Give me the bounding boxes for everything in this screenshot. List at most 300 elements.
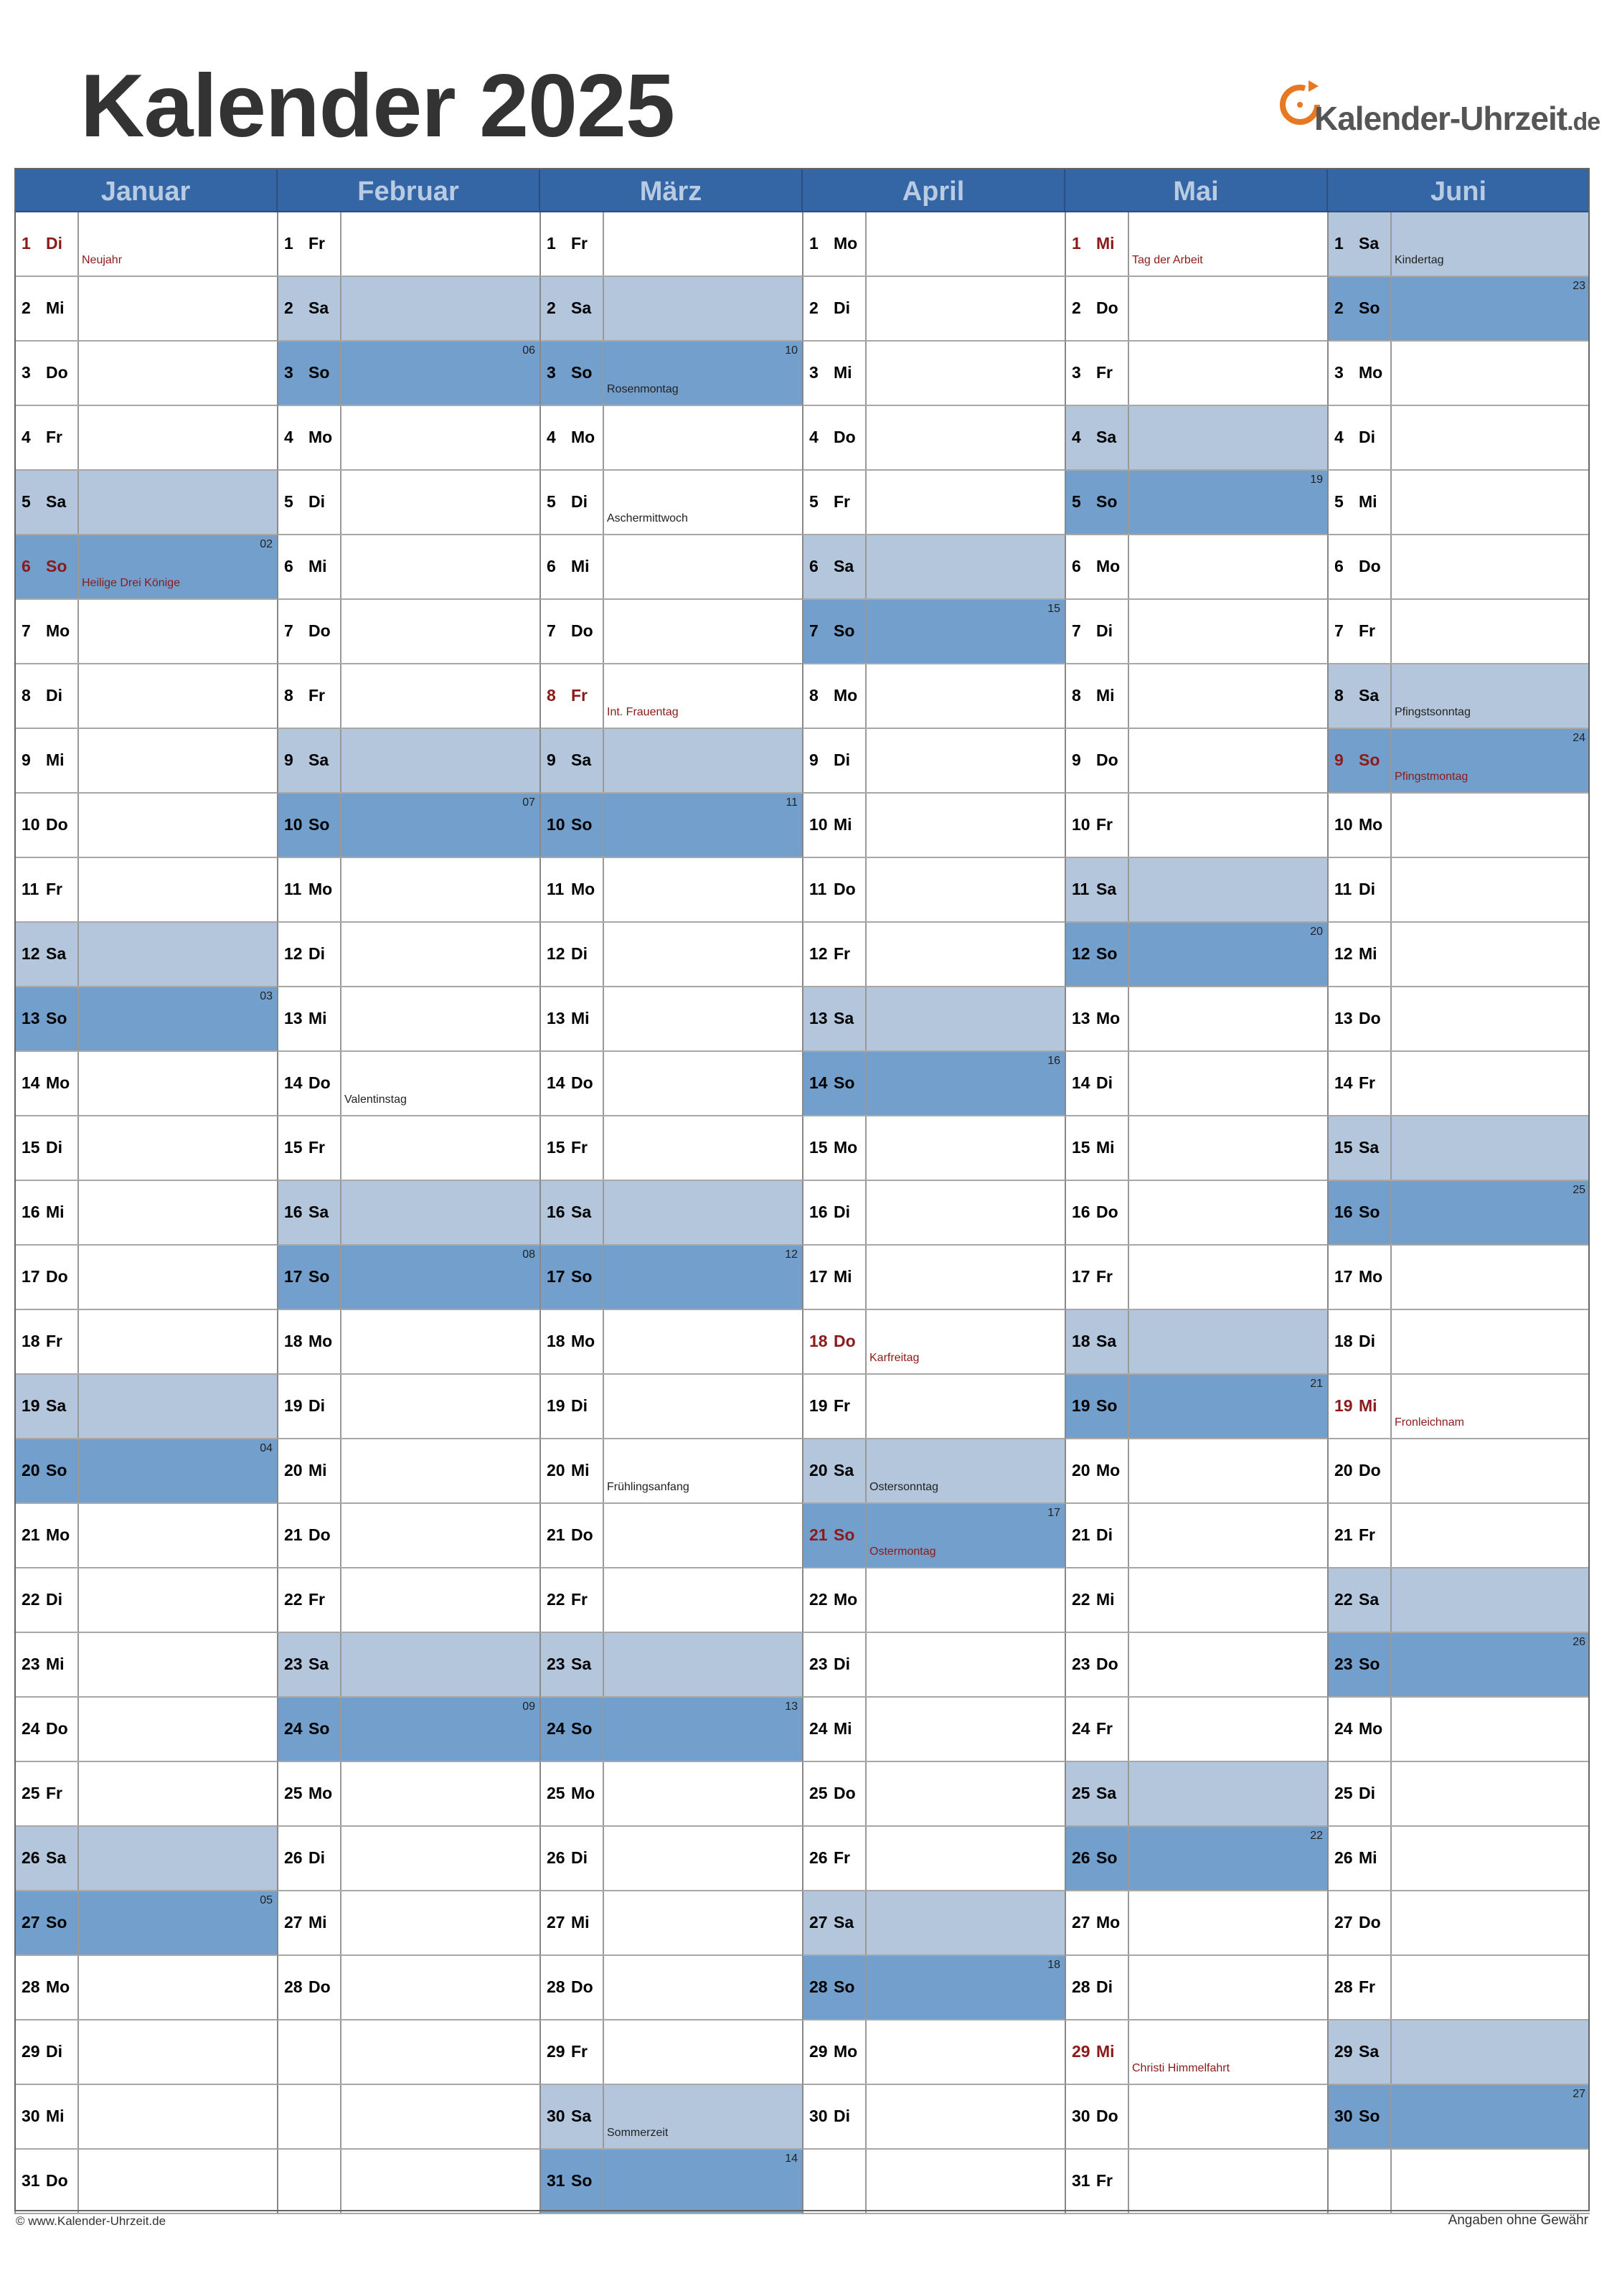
weekday-label: Mi bbox=[1359, 1848, 1377, 1867]
day-cell bbox=[277, 1181, 539, 1246]
day-number: 12 bbox=[284, 944, 303, 963]
day-number: 12 bbox=[809, 944, 828, 963]
day-cell bbox=[1065, 1827, 1327, 1891]
day-number: 22 bbox=[809, 1590, 828, 1609]
day-number: 7 bbox=[1334, 621, 1344, 640]
day-cell bbox=[539, 535, 802, 600]
day-cell bbox=[14, 535, 277, 600]
day-cell bbox=[14, 923, 277, 987]
page-title: Kalender 2025 bbox=[80, 57, 674, 156]
day-note: Neujahr bbox=[82, 254, 123, 266]
day-cell bbox=[277, 535, 539, 600]
weekday-label: Do bbox=[834, 880, 856, 898]
weekday-label: So bbox=[308, 363, 330, 382]
week-number: 17 bbox=[1047, 1507, 1060, 1519]
day-cell bbox=[14, 794, 277, 858]
weekday-label: Do bbox=[571, 1525, 593, 1544]
day-cell bbox=[1327, 1698, 1590, 1762]
day-number: 7 bbox=[22, 621, 31, 640]
weekday-label: Mo bbox=[1096, 557, 1121, 575]
day-number: 24 bbox=[809, 1719, 828, 1738]
day-cell bbox=[1065, 1956, 1327, 2020]
weekday-label: Do bbox=[1359, 1461, 1381, 1479]
weekday-label: So bbox=[834, 1073, 855, 1092]
day-number: 25 bbox=[22, 1784, 40, 1802]
day-number: 31 bbox=[1072, 2171, 1090, 2190]
day-number: 19 bbox=[1072, 1396, 1090, 1415]
day-number: 17 bbox=[284, 1267, 303, 1286]
weekday-label: Sa bbox=[834, 1461, 854, 1479]
week-number: 07 bbox=[522, 796, 535, 809]
weekday-label: So bbox=[308, 1267, 330, 1286]
day-cell bbox=[277, 1052, 539, 1116]
day-cell bbox=[539, 664, 802, 729]
day-cell bbox=[1327, 1116, 1590, 1181]
day-cell bbox=[1327, 1762, 1590, 1827]
day-cell bbox=[14, 1052, 277, 1116]
day-cell bbox=[14, 1762, 277, 1827]
weekday-label: So bbox=[1359, 2107, 1380, 2125]
month-column-5 bbox=[1327, 168, 1590, 2211]
day-number: 22 bbox=[547, 1590, 565, 1609]
day-number: 20 bbox=[547, 1461, 565, 1479]
day-number: 31 bbox=[22, 2171, 40, 2190]
day-number: 10 bbox=[22, 815, 40, 834]
month-header: Februar bbox=[277, 168, 539, 212]
weekday-label: Mi bbox=[46, 1203, 65, 1221]
weekday-label: Mi bbox=[1096, 1138, 1115, 1157]
weekday-label: So bbox=[308, 815, 330, 834]
day-number: 4 bbox=[284, 428, 293, 446]
day-number: 17 bbox=[547, 1267, 565, 1286]
day-cell bbox=[1065, 2085, 1327, 2150]
day-cell bbox=[1327, 987, 1590, 1052]
weekday-label: Mo bbox=[1096, 1009, 1121, 1027]
weekday-label: Mo bbox=[834, 234, 858, 253]
day-cell bbox=[14, 1246, 277, 1310]
day-cell bbox=[1327, 858, 1590, 923]
weekday-label: Sa bbox=[1359, 1138, 1380, 1157]
weekday-label: Fr bbox=[1096, 2171, 1113, 2190]
weekday-label: Fr bbox=[308, 686, 325, 705]
day-number: 26 bbox=[284, 1848, 303, 1867]
day-note: Tag der Arbeit bbox=[1132, 254, 1203, 266]
day-cell bbox=[539, 471, 802, 535]
day-number: 18 bbox=[1334, 1332, 1353, 1350]
day-number: 22 bbox=[1072, 1590, 1090, 1609]
day-cell bbox=[802, 1504, 1065, 1568]
weekday-label: Sa bbox=[1096, 1784, 1117, 1802]
day-cell bbox=[1065, 794, 1327, 858]
weekday-label: Di bbox=[1359, 1332, 1375, 1350]
weekday-label: Mo bbox=[834, 1138, 858, 1157]
day-number: 3 bbox=[22, 363, 31, 382]
day-number: 8 bbox=[22, 686, 31, 705]
day-cell bbox=[14, 277, 277, 342]
weekday-label: Mo bbox=[834, 1590, 858, 1609]
day-number: 2 bbox=[1334, 298, 1344, 317]
month-header: Januar bbox=[14, 168, 277, 212]
day-number: 29 bbox=[547, 2042, 565, 2061]
weekday-label: Mi bbox=[46, 1655, 65, 1673]
day-cell bbox=[14, 1956, 277, 2020]
weekday-label: Mi bbox=[308, 1461, 327, 1479]
day-cell bbox=[802, 342, 1065, 406]
day-cell bbox=[1327, 1504, 1590, 1568]
day-cell bbox=[1065, 471, 1327, 535]
day-number: 19 bbox=[1334, 1396, 1353, 1415]
weekday-label: Sa bbox=[46, 1396, 67, 1415]
day-number: 12 bbox=[547, 944, 565, 963]
day-number: 10 bbox=[547, 815, 565, 834]
day-number: 16 bbox=[809, 1203, 828, 1221]
day-cell bbox=[1065, 1052, 1327, 1116]
weekday-label: Mi bbox=[1096, 234, 1115, 253]
weekday-label: Mi bbox=[1096, 2042, 1115, 2061]
day-cell bbox=[1327, 794, 1590, 858]
weekday-label: Sa bbox=[571, 2107, 592, 2125]
weekday-label: Di bbox=[1359, 1784, 1375, 1802]
weekday-label: Di bbox=[46, 234, 62, 253]
day-cell bbox=[539, 1762, 802, 1827]
weekday-label: Mo bbox=[571, 428, 595, 446]
day-number: 8 bbox=[547, 686, 556, 705]
day-number: 1 bbox=[809, 234, 819, 253]
day-cell bbox=[1327, 600, 1590, 664]
weekday-label: Sa bbox=[571, 298, 592, 317]
weekday-label: Di bbox=[308, 492, 325, 511]
weekday-label: Di bbox=[571, 492, 588, 511]
day-number: 22 bbox=[1334, 1590, 1353, 1609]
day-cell bbox=[802, 664, 1065, 729]
day-cell bbox=[1327, 1827, 1590, 1891]
weekday-label: Fr bbox=[571, 234, 588, 253]
day-number: 20 bbox=[1072, 1461, 1090, 1479]
day-number: 15 bbox=[547, 1138, 565, 1157]
day-cell bbox=[1327, 1891, 1590, 1956]
week-number: 19 bbox=[1310, 474, 1323, 486]
day-number: 24 bbox=[1072, 1719, 1090, 1738]
weekday-label: Fr bbox=[1359, 621, 1375, 640]
weekday-label: Mi bbox=[308, 557, 327, 575]
empty-cell bbox=[277, 2085, 539, 2150]
week-number: 25 bbox=[1573, 1184, 1585, 1196]
day-number: 18 bbox=[284, 1332, 303, 1350]
day-number: 11 bbox=[22, 880, 39, 898]
weekday-label: Fr bbox=[834, 944, 850, 963]
day-cell bbox=[277, 342, 539, 406]
weekday-label: Fr bbox=[1096, 1267, 1113, 1286]
day-cell bbox=[14, 2085, 277, 2150]
day-number: 23 bbox=[1072, 1655, 1090, 1673]
day-number: 14 bbox=[22, 1073, 40, 1092]
month-header: Mai bbox=[1065, 168, 1327, 212]
day-cell bbox=[802, 1891, 1065, 1956]
weekday-label: Do bbox=[1096, 2107, 1118, 2125]
day-number: 24 bbox=[1334, 1719, 1353, 1738]
day-cell bbox=[539, 987, 802, 1052]
day-number: 9 bbox=[809, 751, 819, 769]
day-cell bbox=[1327, 342, 1590, 406]
day-cell bbox=[1327, 1956, 1590, 2020]
empty-cell bbox=[277, 2150, 539, 2214]
day-cell bbox=[1327, 923, 1590, 987]
day-cell bbox=[277, 923, 539, 987]
weekday-label: Sa bbox=[308, 751, 329, 769]
weekday-label: Di bbox=[46, 1138, 62, 1157]
weekday-label: So bbox=[1359, 298, 1380, 317]
weekday-label: Di bbox=[1359, 428, 1375, 446]
month-column-0 bbox=[14, 168, 277, 2211]
weekday-label: Mo bbox=[834, 2042, 858, 2061]
weekday-label: Do bbox=[834, 1784, 856, 1802]
day-cell bbox=[1327, 1568, 1590, 1633]
day-cell bbox=[802, 406, 1065, 471]
weekday-label: Mi bbox=[46, 751, 65, 769]
day-cell bbox=[14, 1375, 277, 1439]
day-cell bbox=[539, 1504, 802, 1568]
day-cell bbox=[14, 2020, 277, 2085]
day-number: 3 bbox=[547, 363, 556, 382]
day-cell bbox=[802, 1633, 1065, 1698]
weekday-label: Mo bbox=[571, 880, 595, 898]
weekday-label: Mi bbox=[1096, 1590, 1115, 1609]
day-cell bbox=[802, 1181, 1065, 1246]
day-number: 1 bbox=[1072, 234, 1081, 253]
day-number: 28 bbox=[1334, 1977, 1353, 1996]
day-number: 4 bbox=[1072, 428, 1081, 446]
day-number: 11 bbox=[809, 880, 827, 898]
day-cell bbox=[1065, 535, 1327, 600]
day-cell bbox=[1327, 729, 1590, 794]
day-cell bbox=[539, 1375, 802, 1439]
weekday-label: Do bbox=[571, 1073, 593, 1092]
weekday-label: Do bbox=[1096, 298, 1118, 317]
footer-copyright: © www.Kalender-Uhrzeit.de bbox=[16, 2214, 166, 2228]
day-cell bbox=[539, 729, 802, 794]
day-cell bbox=[277, 1568, 539, 1633]
day-cell bbox=[802, 923, 1065, 987]
day-cell bbox=[277, 1116, 539, 1181]
day-cell bbox=[1065, 729, 1327, 794]
day-number: 5 bbox=[547, 492, 556, 511]
weekday-label: Fr bbox=[834, 492, 850, 511]
day-number: 28 bbox=[22, 1977, 40, 1996]
day-number: 17 bbox=[22, 1267, 40, 1286]
day-number: 21 bbox=[1334, 1525, 1353, 1544]
day-cell bbox=[1065, 277, 1327, 342]
day-number: 29 bbox=[1072, 2042, 1090, 2061]
weekday-label: Sa bbox=[1359, 234, 1380, 253]
day-cell bbox=[802, 1956, 1065, 2020]
weekday-label: So bbox=[834, 621, 855, 640]
day-note: Fronleichnam bbox=[1395, 1416, 1464, 1429]
empty-cell bbox=[1327, 2150, 1590, 2214]
weekday-label: Sa bbox=[46, 492, 67, 511]
day-cell bbox=[277, 664, 539, 729]
day-number: 1 bbox=[284, 234, 293, 253]
day-number: 30 bbox=[1334, 2107, 1353, 2125]
day-number: 21 bbox=[1072, 1525, 1090, 1544]
weekday-label: Mo bbox=[834, 686, 858, 705]
week-number: 21 bbox=[1310, 1378, 1323, 1390]
weekday-label: Mo bbox=[1096, 1913, 1121, 1932]
weekday-label: Do bbox=[308, 1977, 331, 1996]
weekday-label: Fr bbox=[834, 1848, 850, 1867]
day-cell bbox=[14, 1568, 277, 1633]
day-number: 14 bbox=[284, 1073, 303, 1092]
weekday-label: Sa bbox=[1096, 428, 1117, 446]
day-cell bbox=[539, 1181, 802, 1246]
weekday-label: Fr bbox=[46, 1784, 62, 1802]
day-number: 4 bbox=[22, 428, 31, 446]
day-note: Heilige Drei Könige bbox=[82, 577, 180, 589]
day-note: Frühlingsanfang bbox=[607, 1481, 689, 1493]
day-note: Rosenmontag bbox=[607, 383, 679, 395]
day-number: 29 bbox=[22, 2042, 40, 2061]
day-cell bbox=[277, 1310, 539, 1375]
day-cell bbox=[802, 987, 1065, 1052]
day-number: 2 bbox=[809, 298, 819, 317]
day-cell bbox=[539, 342, 802, 406]
weekday-label: Di bbox=[46, 1590, 62, 1609]
day-number: 9 bbox=[1334, 751, 1344, 769]
weekday-label: Mo bbox=[46, 1977, 70, 1996]
day-number: 26 bbox=[809, 1848, 828, 1867]
weekday-label: Mo bbox=[1359, 1719, 1383, 1738]
day-cell bbox=[1327, 406, 1590, 471]
day-cell bbox=[539, 1698, 802, 1762]
month-header: März bbox=[539, 168, 802, 212]
day-cell bbox=[802, 277, 1065, 342]
day-number: 8 bbox=[1072, 686, 1081, 705]
day-cell bbox=[1327, 664, 1590, 729]
day-number: 2 bbox=[1072, 298, 1081, 317]
day-number: 26 bbox=[547, 1848, 565, 1867]
day-number: 1 bbox=[1334, 234, 1344, 253]
day-number: 25 bbox=[809, 1784, 828, 1802]
day-cell bbox=[1065, 1698, 1327, 1762]
weekday-label: Sa bbox=[1359, 686, 1380, 705]
day-cell bbox=[277, 1698, 539, 1762]
day-cell bbox=[14, 858, 277, 923]
day-cell bbox=[277, 1891, 539, 1956]
weekday-label: Do bbox=[1096, 1203, 1118, 1221]
day-cell bbox=[802, 858, 1065, 923]
day-number: 14 bbox=[809, 1073, 828, 1092]
day-number: 3 bbox=[1334, 363, 1344, 382]
weekday-label: Fr bbox=[1359, 1977, 1375, 1996]
day-note: Int. Frauentag bbox=[607, 706, 679, 718]
day-cell bbox=[1327, 1246, 1590, 1310]
month-column-3 bbox=[802, 168, 1065, 2211]
weekday-label: Sa bbox=[1096, 880, 1117, 898]
day-number: 4 bbox=[809, 428, 819, 446]
weekday-label: Fr bbox=[571, 1590, 588, 1609]
day-cell bbox=[539, 858, 802, 923]
weekday-label: Mi bbox=[571, 1913, 590, 1932]
weekday-label: So bbox=[308, 1719, 330, 1738]
day-cell bbox=[14, 1698, 277, 1762]
day-note: Kindertag bbox=[1395, 254, 1444, 266]
weekday-label: Mi bbox=[46, 2107, 65, 2125]
day-cell bbox=[539, 1116, 802, 1181]
week-number: 27 bbox=[1573, 2088, 1585, 2100]
day-cell bbox=[14, 1310, 277, 1375]
week-number: 05 bbox=[260, 1894, 273, 1906]
day-cell bbox=[277, 1633, 539, 1698]
day-number: 27 bbox=[1334, 1913, 1353, 1932]
day-cell bbox=[1065, 1310, 1327, 1375]
day-number: 6 bbox=[547, 557, 556, 575]
day-number: 13 bbox=[547, 1009, 565, 1027]
weekday-label: Do bbox=[571, 1977, 593, 1996]
weekday-label: Di bbox=[834, 1655, 850, 1673]
day-cell bbox=[802, 1116, 1065, 1181]
weekday-label: Mo bbox=[46, 1525, 70, 1544]
day-number: 7 bbox=[809, 621, 819, 640]
day-number: 11 bbox=[1334, 880, 1352, 898]
weekday-label: Sa bbox=[571, 1655, 592, 1673]
day-cell bbox=[14, 342, 277, 406]
day-number: 28 bbox=[547, 1977, 565, 1996]
day-number: 30 bbox=[809, 2107, 828, 2125]
day-note: Valentinstag bbox=[344, 1093, 407, 1106]
weekday-label: Do bbox=[571, 621, 593, 640]
day-cell bbox=[539, 2020, 802, 2085]
day-cell bbox=[1327, 471, 1590, 535]
day-number: 10 bbox=[1334, 815, 1353, 834]
week-number: 16 bbox=[1047, 1055, 1060, 1067]
weekday-label: Mi bbox=[1096, 686, 1115, 705]
week-number: 10 bbox=[785, 344, 798, 357]
day-cell bbox=[802, 1762, 1065, 1827]
day-cell bbox=[1065, 2020, 1327, 2085]
day-number: 26 bbox=[1072, 1848, 1090, 1867]
weekday-label: Sa bbox=[1359, 2042, 1380, 2061]
day-number: 21 bbox=[809, 1525, 828, 1544]
day-cell bbox=[802, 794, 1065, 858]
day-number: 5 bbox=[809, 492, 819, 511]
day-cell bbox=[802, 1052, 1065, 1116]
weekday-label: Do bbox=[1359, 1913, 1381, 1932]
day-cell bbox=[802, 729, 1065, 794]
weekday-label: Mo bbox=[46, 1073, 70, 1092]
day-number: 22 bbox=[22, 1590, 40, 1609]
day-number: 7 bbox=[1072, 621, 1081, 640]
day-cell bbox=[802, 2020, 1065, 2085]
weekday-label: Mi bbox=[834, 815, 852, 834]
day-cell bbox=[1065, 1181, 1327, 1246]
month-column-1 bbox=[277, 168, 539, 2211]
day-number: 17 bbox=[1072, 1267, 1090, 1286]
weekday-label: Do bbox=[1359, 1009, 1381, 1027]
weekday-label: Mi bbox=[571, 1461, 590, 1479]
day-cell bbox=[539, 2085, 802, 2150]
day-cell bbox=[1065, 1568, 1327, 1633]
weekday-label: Di bbox=[1096, 621, 1113, 640]
weekday-label: Fr bbox=[308, 1138, 325, 1157]
empty-cell bbox=[277, 2020, 539, 2085]
day-cell bbox=[539, 1439, 802, 1504]
weekday-label: Fr bbox=[571, 1138, 588, 1157]
weekday-label: Di bbox=[834, 1203, 850, 1221]
weekday-label: Fr bbox=[571, 686, 588, 705]
weekday-label: Mi bbox=[834, 1267, 852, 1286]
day-number: 19 bbox=[809, 1396, 828, 1415]
day-number: 15 bbox=[809, 1138, 828, 1157]
day-number: 14 bbox=[1072, 1073, 1090, 1092]
